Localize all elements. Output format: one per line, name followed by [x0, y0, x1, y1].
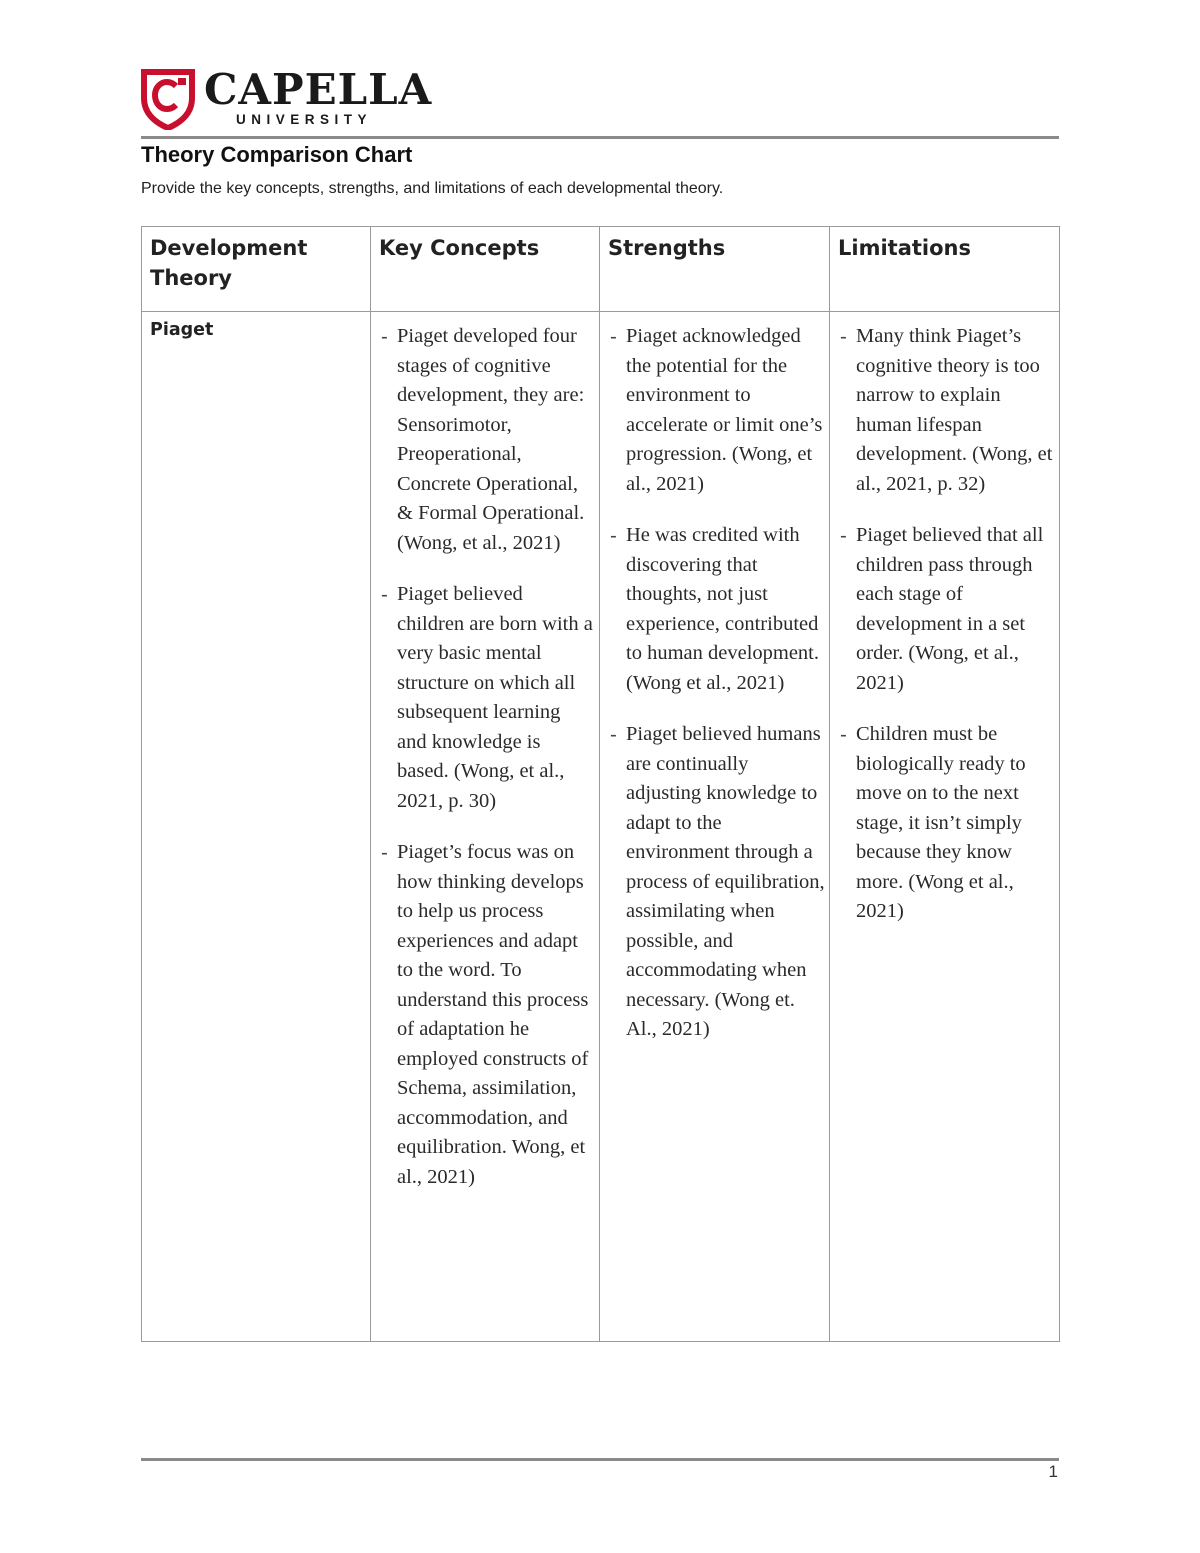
key-concepts-cell — [371, 312, 600, 1342]
page-instructions: Provide the key concepts, strengths, and limitations of each developmental theory. — [141, 180, 724, 197]
list-item: - Piaget developed four stages of cognitive development, they are: Sensorimotor, Preoperational, Concrete Operational, & Formal Operational. (Wong, et al., 2021) — [381, 322, 595, 558]
footer-divider — [141, 1458, 1059, 1461]
header-key-concepts: Key Concepts — [371, 227, 600, 312]
list-item: - He was credited with discovering that thoughts, not just experience, contributed to human development. (Wong et al., 2021) — [610, 521, 825, 698]
strengths-list — [600, 312, 829, 1045]
capella-shield-icon — [140, 68, 196, 130]
table-header-row — [142, 227, 1060, 312]
theory-cell — [142, 312, 371, 1342]
limitations-cell — [830, 312, 1060, 1342]
header-limitations: Limitations — [830, 227, 1060, 312]
table-row — [142, 312, 1060, 1342]
logo-subtitle: UNIVERSITY — [236, 112, 373, 127]
capella-logo — [140, 65, 433, 130]
key-concepts-list — [371, 312, 599, 1192]
list-item: - Many think Piaget’s cognitive theory is too narrow to explain human lifespan development. (Wong, et al., 2021, p. 32) — [840, 322, 1055, 499]
list-item: - Piaget believed humans are continually adjusting knowledge to adapt to the environment through a process of equilibration, assimilating when possible, and accommodating when necessary. (Wong et. Al., 2021) — [610, 720, 825, 1045]
limitations-list — [830, 312, 1059, 927]
list-item: - Piaget believed children are born with a very basic mental structure on which all subsequent learning and knowledge is based. (Wong, et al., 2021, p. 30) — [381, 580, 595, 816]
header-strengths: Strengths — [600, 227, 830, 312]
list-item: - Piaget believed that all children pass through each stage of development in a set order. (Wong, et al., 2021) — [840, 521, 1055, 698]
logo-wordmark: CAPELLA — [204, 65, 433, 114]
header-divider — [141, 136, 1059, 139]
theory-name: Piaget — [150, 320, 214, 340]
list-item: - Children must be biologically ready to move on to the next stage, it isn’t simply because they know more. (Wong et al., 2021) — [840, 720, 1055, 927]
theory-comparison-table — [141, 226, 1060, 1342]
list-item: - Piaget’s focus was on how thinking develops to help us process experiences and adapt to the word. To understand this process of adaptation he employed constructs of Schema, assimilation, accommodation, and equilibration. Wong, et al., 2021) — [381, 838, 595, 1192]
strengths-cell — [600, 312, 830, 1342]
page-number: 1 — [1048, 1462, 1058, 1481]
page-title: Theory Comparison Chart — [141, 142, 413, 167]
list-item: - Piaget acknowledged the potential for the environment to accelerate or limit one’s progression. (Wong, et al., 2021) — [610, 322, 825, 499]
header-development-theory: Development Theory — [142, 227, 371, 312]
